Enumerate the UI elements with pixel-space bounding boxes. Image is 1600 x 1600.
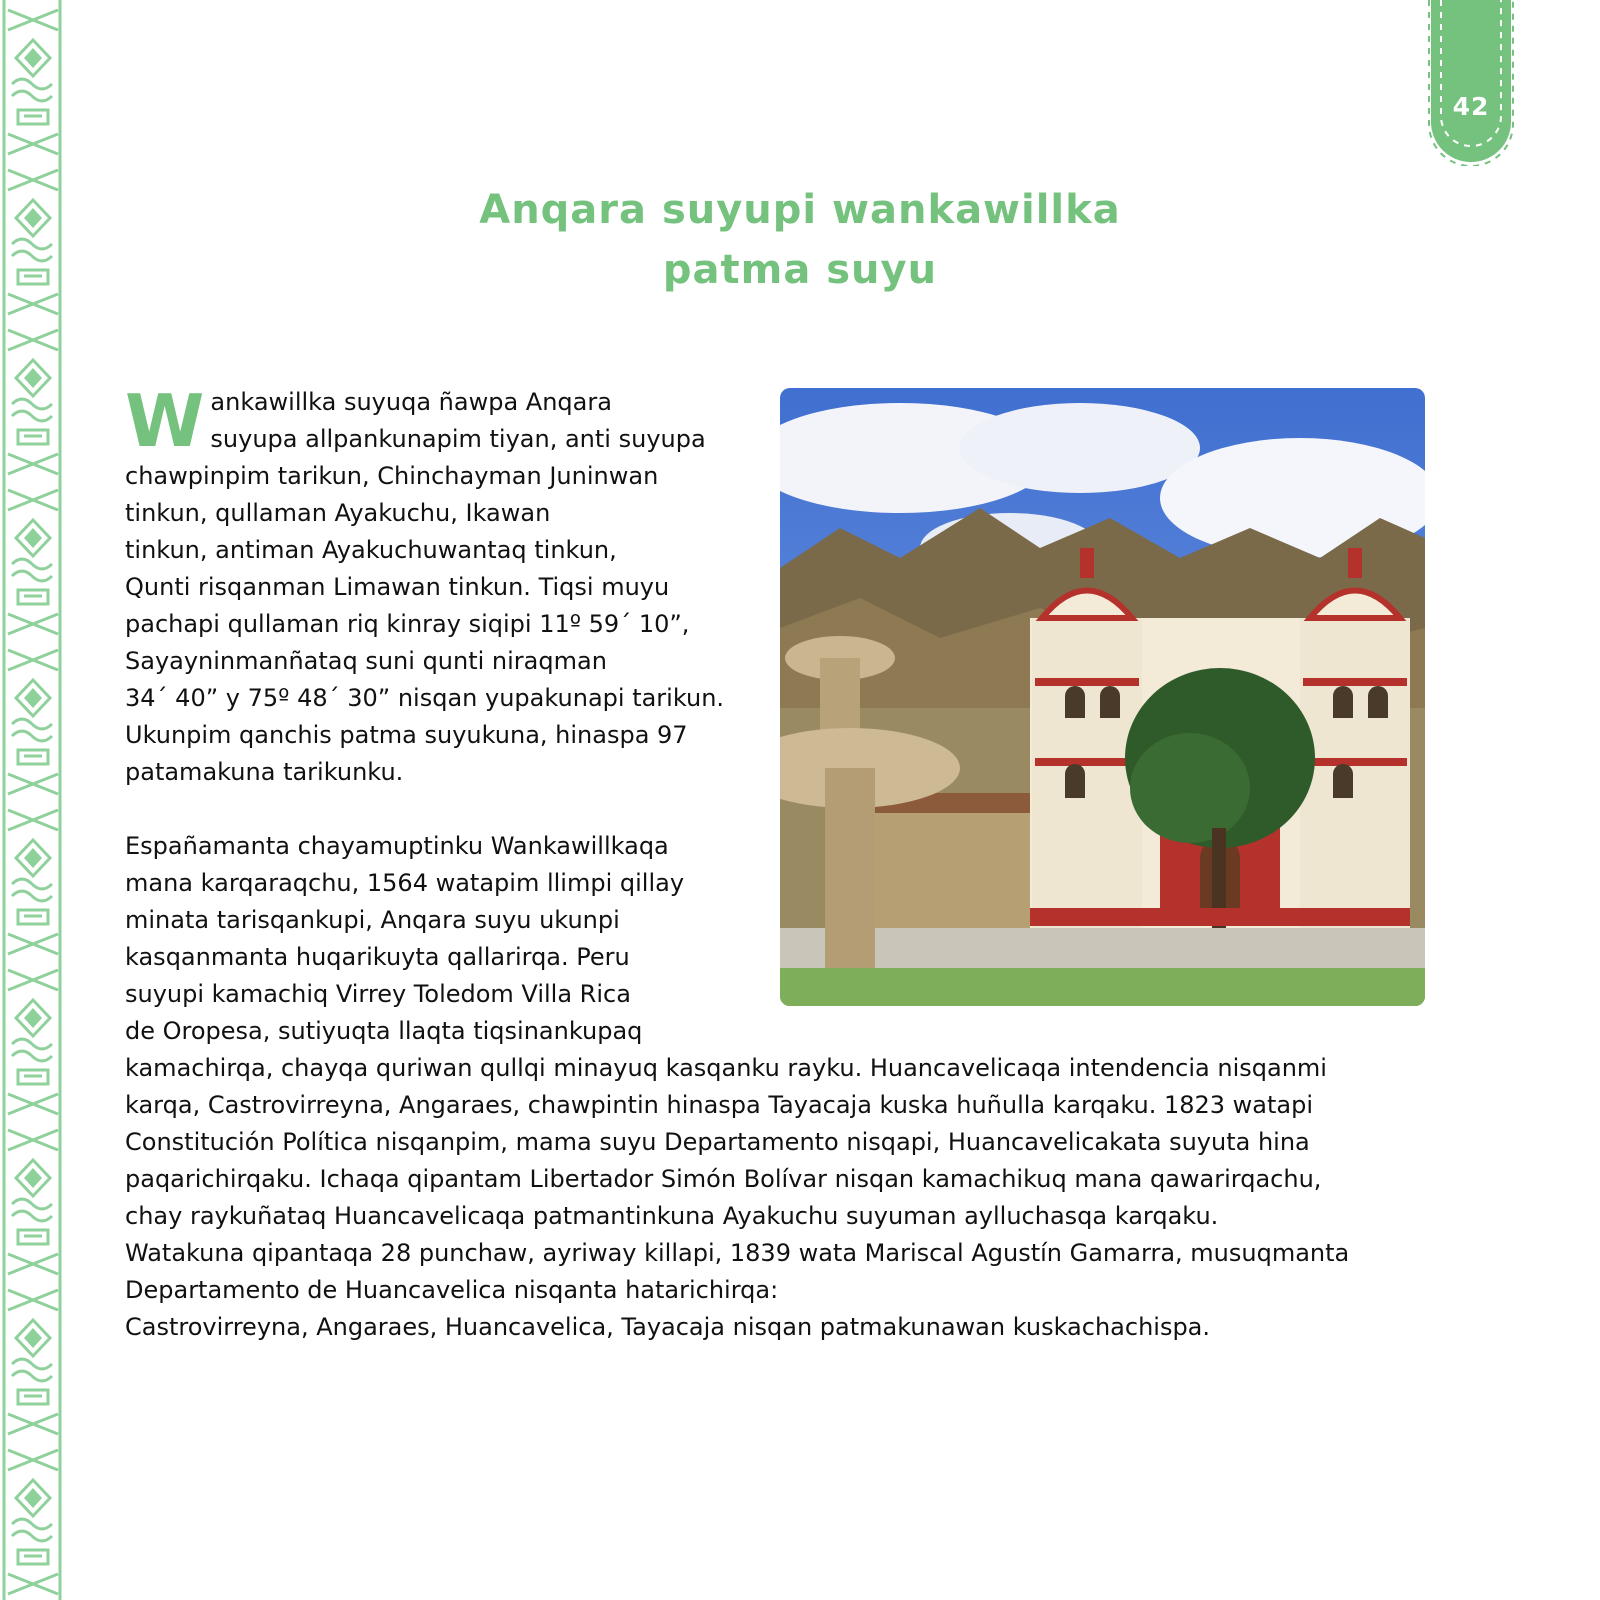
text-line: suyupi kamachiq Virrey Toledom Villa Rica — [125, 980, 631, 1008]
text-line: kasqanmanta huqarikuyta qallarirqa. Peru — [125, 943, 630, 971]
body-text — [125, 379, 1425, 1346]
text-line: Departamento de Huancavelica nisqanta hatarichirqa: — [125, 1276, 779, 1304]
title-line: Anqara suyupi wankawillka — [479, 187, 1121, 233]
text-line: Españamanta chayamuptinku Wankawillkaqa — [125, 832, 669, 860]
text-line: tinkun, antiman Ayakuchuwantaq tinkun, — [125, 536, 617, 564]
text-line: Qunti risqanman Limawan tinkun. Tiqsi muyu — [125, 573, 670, 601]
text-line: chawpinpim tarikun, Chinchayman Juninwan — [125, 462, 659, 490]
text-line: ankawillka suyuqa ñawpa Anqara — [210, 388, 612, 416]
text-line: minata tarisqankupi, Anqara suyu ukunpi — [125, 906, 620, 934]
text-line: Sayayninmanñataq suni qunti niraqman — [125, 647, 607, 675]
text-line: Ukunpim qanchis patma suyukuna, hinaspa 97 — [125, 721, 688, 749]
text-line: chay raykuñataq Huancavelicaqa patmantinkuna Ayakuchu suyuman aylluchasqa karqaku. — [125, 1202, 1219, 1230]
paragraph-2 — [125, 828, 1425, 1346]
text-line: Castrovirreyna, Angaraes, Huancavelica, Tayacaja nisqan patmakunawan kuskachachispa. — [125, 1313, 1211, 1341]
text-line: suyupa allpankunapim tiyan, anti suyupa — [210, 425, 706, 453]
text-line: de Oropesa, sutiyuqta llaqta tiqsinankupaq — [125, 1017, 643, 1045]
text-line: paqarichirqaku. Ichaqa qipantam Libertador Simón Bolívar nisqan kamachikuq mana qawarirqachu, — [125, 1165, 1322, 1193]
text-line: Constitución Política nisqanpim, mama suyu Departamento nisqapi, Huancavelicakata suyuta hina — [125, 1128, 1310, 1156]
page-number-tab — [1427, 0, 1515, 166]
page-number: 42 — [1452, 92, 1490, 121]
text-line: pachapi qullaman riq kinray siqipi 11º 59´ 10”, — [125, 610, 690, 638]
text-line: patamakuna tarikunku. — [125, 758, 404, 786]
text-line: Watakuna qipantaqa 28 punchaw, ayriway killapi, 1839 wata Mariscal Agustín Gamarra, musuqmanta — [125, 1239, 1350, 1267]
text-line: mana karqaraqchu, 1564 watapim llimpi qillay — [125, 869, 685, 897]
paragraph-1 — [125, 379, 1425, 791]
text-line: karqa, Castrovirreyna, Angaraes, chawpintin hinaspa Tayacaja kuska huñulla karqaku. 1823 watapi — [125, 1091, 1314, 1119]
text-line: 34´ 40” y 75º 48´ 30” nisqan yupakunapi tarikun. — [125, 684, 725, 712]
decorative-border — [0, 0, 66, 1600]
text-line: kamachirqa, chayqa quriwan qullqi minayuq kasqanku rayku. Huancavelicaqa intendencia nisqanmi — [125, 1054, 1327, 1082]
title-line: patma suyu — [662, 247, 938, 293]
page-title — [300, 180, 1300, 300]
drop-cap: W — [125, 379, 205, 463]
woven-pattern — [0, 0, 66, 1600]
tab-shape — [1427, 0, 1515, 166]
text-line: tinkun, qullaman Ayakuchu, Ikawan — [125, 499, 551, 527]
